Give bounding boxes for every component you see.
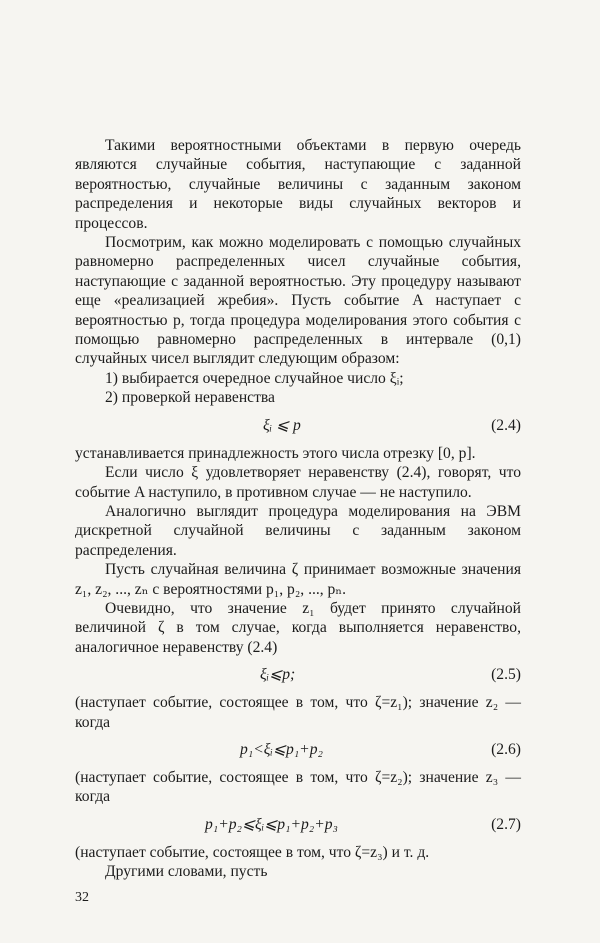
paragraph-z1: (наступает событие, состоящее в том, что ζ=z₁); значение z₂ — когда [75,694,521,731]
formula-expression: ξᵢ⩽p; [260,666,296,684]
paragraph-z2: (наступает событие, состоящее в том, что ζ=z₂); значение z₃ — когда [75,768,521,806]
paragraph-interval: устанавливается принадлежность этого числа отрезку [0, p]. [75,444,476,462]
formula-number: (2.6) [491,740,521,758]
paragraph-values: Пусть случайная величина ζ принимает возможные значения z₁, z₂, ..., zₙ с вероятностями p₁, p₂, ..., pₙ. [75,561,521,598]
paragraph-step-1: 1) выбирается очередное случайное число ξᵢ; [105,369,404,387]
paragraph-method: Посмотрим, как можно моделировать с помощью случайных равномерно распределенных чисел случайные события, наступающие с заданной вероятностью. Эту процедуру называют еще «реализацией жребия». Пусть событие A наступает с вероятностью p, тогда процедура моделирования этого события с помощью равномерно распределенных в интервале (0,1) случайных чисел выглядит следующим образом: [75,234,521,368]
paragraph-discrete: Аналогично выглядит процедура моделирования на ЭВМ дискретной случайной величины с заданным законом распределения. [75,502,521,559]
formula-number: (2.7) [491,815,521,833]
paragraph-intro: Такими вероятностными объектами в первую очередь являются случайные события, наступающие с заданной вероятностью, случайные величины с заданным законом распределения и некоторые виды случайных векторов и процессов. [75,137,521,232]
formula-2-5 [75,662,521,689]
page-number: 32 [75,890,89,905]
paragraph-step-2: 2) проверкой неравенства [105,389,275,407]
paragraph-event: Если число ξ удовлетворяет неравенству (2.4), говорят, что событие A наступило, в противном случае — не наступило. [75,464,521,501]
formula-2-7 [75,812,521,839]
formula-number: (2.5) [491,666,521,684]
formula-expression: p₁+p₂⩽ξᵢ⩽p₁+p₂+p₃ [205,815,338,833]
formula-expression: ξᵢ ⩽ p [263,416,301,434]
formula-number: (2.4) [491,416,521,434]
formula-2-6 [75,737,521,764]
formula-expression: p₁<ξᵢ⩽p₁+p₂ [240,740,323,758]
formula-2-4 [75,413,521,440]
body-text [75,136,521,882]
paragraph-obviously: Очевидно, что значение z₁ будет принято случайной величиной ζ в том случае, когда выполняется неравенство, аналогичное неравенству (2.4) [75,599,521,656]
paragraph-in-other-words: Другими словами, пусть [105,863,268,881]
paragraph-z3: (наступает событие, состоящее в том, что ζ=z₃) и т. д. [75,843,430,861]
